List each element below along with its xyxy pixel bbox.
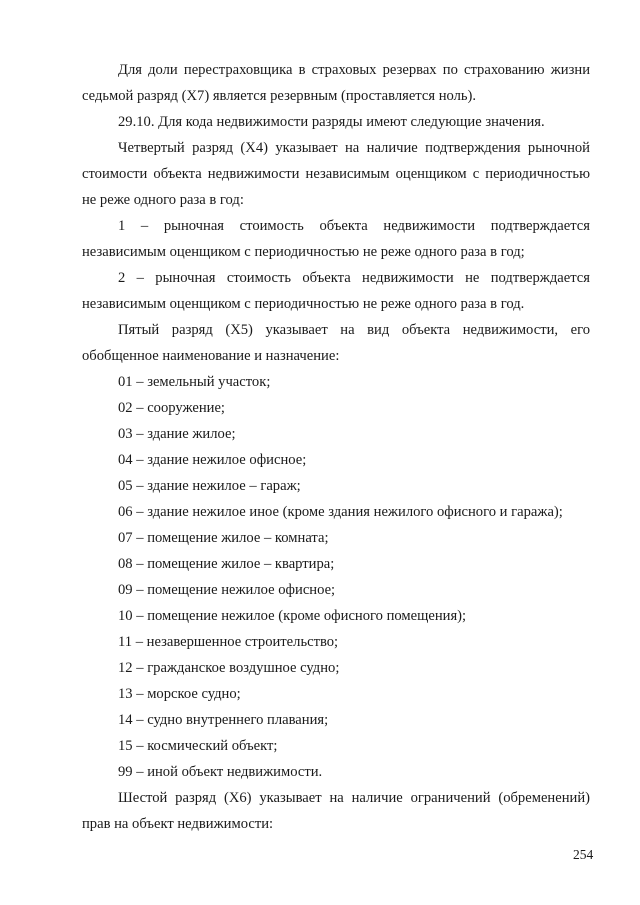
- list-item: 04 – здание нежилое офисное;: [118, 452, 307, 468]
- list-item: 05 – здание нежилое – гараж;: [118, 478, 301, 494]
- list-item: 01 – земельный участок;: [118, 374, 271, 390]
- text-line: стоимости объекта недвижимости независимым оценщиком с периодичностью: [82, 166, 590, 182]
- text-line: 2 – рыночная стоимость объекта недвижимости не подтверждается: [118, 270, 590, 286]
- text-line: обобщенное наименование и назначение:: [82, 348, 340, 364]
- page-number: 254: [573, 847, 594, 862]
- text-line: Шестой разряд (Х6) указывает на наличие ограничений (обременений): [118, 790, 590, 806]
- list-item: 10 – помещение нежилое (кроме офисного помещения);: [118, 608, 467, 624]
- list-item: 13 – морское судно;: [118, 686, 241, 702]
- text-line: Для доли перестраховщика в страховых резервах по страхованию жизни: [118, 62, 590, 78]
- text-line: прав на объект недвижимости:: [82, 816, 274, 832]
- text-line: независимым оценщиком с периодичностью не реже одного раза в год.: [82, 296, 525, 312]
- list-item: 14 – судно внутреннего плавания;: [118, 712, 329, 728]
- list-item: 09 – помещение нежилое офисное;: [118, 582, 336, 598]
- text-line: независимым оценщиком с периодичностью не реже одного раза в год;: [82, 244, 525, 260]
- text-line: Четвертый разряд (Х4) указывает на наличие подтверждения рыночной: [118, 140, 590, 156]
- text-line: не реже одного раза в год:: [82, 192, 244, 208]
- list-item: 15 – космический объект;: [118, 738, 278, 754]
- text-line: седьмой разряд (Х7) является резервным (проставляется ноль).: [82, 88, 477, 104]
- list-item: 02 – сооружение;: [118, 400, 225, 416]
- list-item: 03 – здание жилое;: [118, 426, 236, 442]
- list-item: 08 – помещение жилое – квартира;: [118, 556, 335, 572]
- list-item: 99 – иной объект недвижимости.: [118, 764, 323, 780]
- text-line: Пятый разряд (Х5) указывает на вид объекта недвижимости, его: [118, 322, 590, 338]
- list-item: 07 – помещение жилое – комната;: [118, 530, 329, 546]
- list-item: 06 – здание нежилое иное (кроме здания нежилого офисного и гаража);: [118, 504, 563, 520]
- text-line: 29.10. Для кода недвижимости разряды имеют следующие значения.: [118, 114, 545, 130]
- list-item: 12 – гражданское воздушное судно;: [118, 660, 340, 676]
- list-item: 11 – незавершенное строительство;: [118, 634, 339, 650]
- text-line: 1 – рыночная стоимость объекта недвижимости подтверждается: [118, 218, 590, 234]
